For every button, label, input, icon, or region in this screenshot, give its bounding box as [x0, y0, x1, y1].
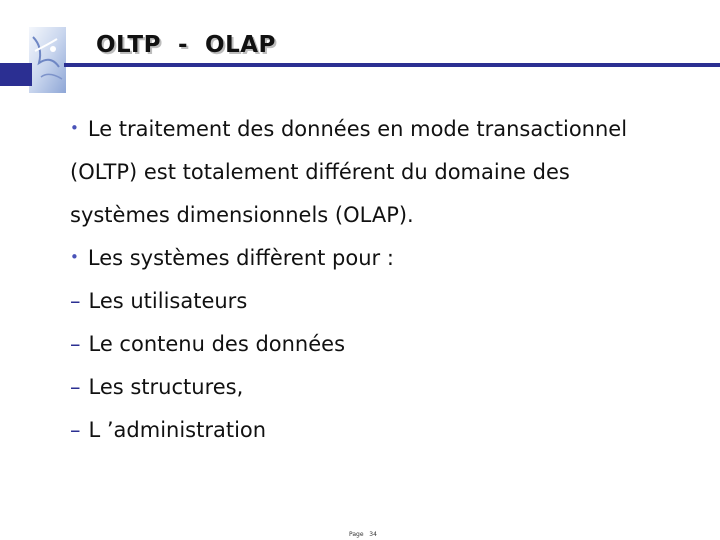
sub-item-text: Le contenu des données — [88, 332, 346, 356]
bullet-2-text: Les systèmes diffèrent pour : — [87, 246, 394, 270]
dash-icon: – — [70, 375, 81, 399]
bullet-2 — [70, 245, 394, 273]
sub-item — [70, 331, 345, 357]
title-rule — [64, 63, 720, 67]
dash-icon: – — [70, 418, 81, 442]
dash-icon: – — [70, 289, 81, 313]
sub-item — [70, 417, 266, 443]
sub-item-text: L ’administration — [88, 418, 267, 442]
sub-item — [70, 288, 247, 314]
logo-icon — [29, 27, 66, 93]
title-left-bar — [0, 63, 32, 86]
bullet-1-line-2: (OLTP) est totalement différent du domaine des — [70, 160, 570, 184]
sub-item — [70, 374, 243, 400]
bullet-icon: • — [70, 119, 79, 137]
dash-icon: – — [70, 332, 81, 356]
bullet-1-line-1 — [70, 116, 627, 144]
bullet-1-line-3: systèmes dimensionnels (OLAP). — [70, 203, 414, 227]
slide-title: OLTP - OLAP — [96, 32, 276, 58]
bullet-1-text: Le traitement des données en mode transactionnel — [87, 117, 628, 141]
bullet-icon: • — [70, 248, 79, 266]
page-number: 34 — [369, 531, 377, 538]
page-footer — [349, 531, 377, 539]
sub-item-text: Les structures, — [88, 375, 244, 399]
page-label: Page — [349, 531, 364, 538]
sub-item-text: Les utilisateurs — [88, 289, 248, 313]
